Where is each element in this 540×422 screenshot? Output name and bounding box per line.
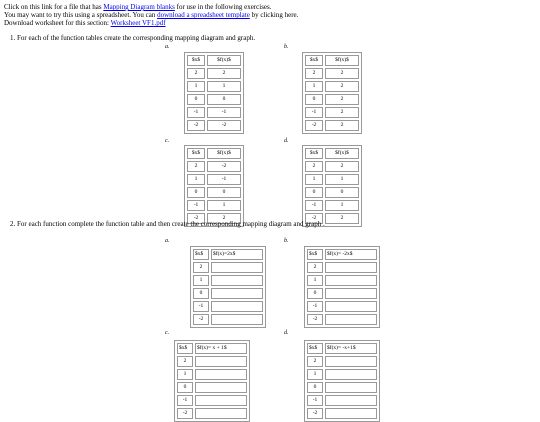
answer-cell[interactable]	[325, 262, 377, 273]
cell-x: -2	[187, 213, 205, 224]
question-1-text: 1. For each of the function tables create the corresponding mapping diagram and graph.	[10, 34, 256, 42]
function-table-2a	[190, 246, 266, 328]
cell-x: -2	[305, 213, 323, 224]
function-table-2d	[304, 340, 380, 422]
header-fx: $f(x)= -x+1$	[325, 343, 377, 354]
cell-fx: 0	[207, 187, 241, 198]
label-2d: d.	[284, 330, 289, 336]
label-2b: b.	[284, 238, 289, 244]
intro-text: for use in the following exercises.	[174, 3, 272, 11]
cell-fx: 2	[207, 213, 241, 224]
cell-fx: 2	[207, 68, 241, 79]
function-table-2c	[174, 340, 250, 422]
intro-line-3	[4, 19, 166, 27]
cell-x: -1	[187, 200, 205, 211]
cell-x: 2	[177, 356, 193, 367]
cell-x: -1	[193, 301, 209, 312]
cell-x: 1	[177, 369, 193, 380]
intro-text: You may want to try this using a spreadsheet. You can	[4, 11, 158, 19]
cell-x: 1	[187, 174, 205, 185]
answer-cell[interactable]	[211, 275, 263, 286]
cell-fx: 2	[325, 107, 359, 118]
cell-x: 1	[307, 275, 323, 286]
cell-x: 1	[193, 275, 209, 286]
cell-x: 2	[305, 68, 323, 79]
header-x: $x$	[187, 55, 205, 66]
answer-cell[interactable]	[211, 301, 263, 312]
function-table-1c	[184, 145, 244, 227]
header-x: $x$	[193, 249, 209, 260]
answer-cell[interactable]	[211, 288, 263, 299]
cell-fx: 1	[325, 200, 359, 211]
cell-fx: 2	[325, 213, 359, 224]
header-x: $x$	[305, 55, 323, 66]
cell-x: 1	[305, 174, 323, 185]
intro-line-2	[4, 11, 298, 19]
cell-x: 0	[187, 94, 205, 105]
cell-x: -2	[177, 408, 193, 419]
cell-x: -2	[307, 314, 323, 325]
cell-x: -1	[307, 395, 323, 406]
answer-cell[interactable]	[195, 356, 247, 367]
cell-x: 0	[187, 187, 205, 198]
cell-x: 2	[307, 262, 323, 273]
cell-x: 0	[307, 382, 323, 393]
answer-cell[interactable]	[195, 369, 247, 380]
answer-cell[interactable]	[211, 262, 263, 273]
header-x: $x$	[187, 148, 205, 159]
cell-x: -2	[193, 314, 209, 325]
cell-x: -1	[187, 107, 205, 118]
header-x: $x$	[177, 343, 193, 354]
header-fx: $f(x)=2x$	[211, 249, 263, 260]
cell-x: 0	[193, 288, 209, 299]
cell-fx: 2	[325, 94, 359, 105]
answer-cell[interactable]	[195, 395, 247, 406]
answer-cell[interactable]	[325, 314, 377, 325]
cell-fx: -2	[207, 120, 241, 131]
intro-line-1	[4, 3, 272, 11]
function-table-2b	[304, 246, 380, 328]
cell-x: 0	[305, 187, 323, 198]
cell-x: 2	[193, 262, 209, 273]
cell-fx: -1	[207, 107, 241, 118]
cell-x: 2	[305, 161, 323, 172]
answer-cell[interactable]	[325, 275, 377, 286]
header-x: $x$	[307, 343, 323, 354]
label-2a: a.	[165, 238, 170, 244]
cell-fx: 0	[207, 94, 241, 105]
cell-x: 2	[307, 356, 323, 367]
answer-cell[interactable]	[195, 382, 247, 393]
cell-x: 2	[187, 68, 205, 79]
answer-cell[interactable]	[325, 408, 377, 419]
cell-x: -1	[305, 107, 323, 118]
label-1d: d.	[284, 138, 289, 144]
cell-fx: 1	[325, 174, 359, 185]
header-fx: $f(x)$	[207, 148, 241, 159]
cell-fx: 2	[325, 81, 359, 92]
answer-cell[interactable]	[325, 369, 377, 380]
function-table-1b	[302, 52, 362, 134]
cell-fx: 1	[207, 200, 241, 211]
cell-fx: 2	[325, 161, 359, 172]
header-fx: $f(x)= x + 1$	[195, 343, 247, 354]
function-table-1a	[184, 52, 244, 134]
cell-x: 0	[305, 94, 323, 105]
label-1b: b.	[284, 44, 289, 50]
label-1c: c.	[165, 138, 170, 144]
cell-x: -1	[177, 395, 193, 406]
header-fx: $f(x)$	[325, 148, 359, 159]
answer-cell[interactable]	[325, 356, 377, 367]
worksheet-link[interactable]: Worksheet VF1.pdf	[110, 19, 166, 27]
cell-fx: 2	[325, 68, 359, 79]
intro-text: Download worksheet for this section:	[4, 19, 111, 27]
label-1a: a.	[165, 44, 170, 50]
answer-cell[interactable]	[325, 301, 377, 312]
answer-cell[interactable]	[325, 382, 377, 393]
intro-text: by clicking here.	[249, 11, 299, 19]
cell-fx: -1	[207, 174, 241, 185]
header-x: $x$	[307, 249, 323, 260]
header-x: $x$	[305, 148, 323, 159]
header-fx: $f(x)$	[325, 55, 359, 66]
answer-cell[interactable]	[325, 395, 377, 406]
cell-x: -2	[305, 120, 323, 131]
header-fx: $f(x)$	[207, 55, 241, 66]
function-table-1d	[302, 145, 362, 227]
label-2c: c.	[165, 330, 170, 336]
cell-x: -1	[305, 200, 323, 211]
mapping-diagram-link[interactable]: Mapping Diagram blanks	[103, 3, 175, 11]
cell-x: -2	[187, 120, 205, 131]
cell-fx: 0	[325, 187, 359, 198]
header-fx: $f(x)= -2x$	[325, 249, 377, 260]
cell-x: 2	[187, 161, 205, 172]
cell-x: -1	[307, 301, 323, 312]
spreadsheet-template-link[interactable]: download a spreadsheet template	[157, 11, 250, 19]
answer-cell[interactable]	[195, 408, 247, 419]
cell-x: -2	[307, 408, 323, 419]
cell-fx: 1	[207, 81, 241, 92]
answer-cell[interactable]	[211, 314, 263, 325]
answer-cell[interactable]	[325, 288, 377, 299]
question-2-text: 2. For each function complete the function table and then create the corresponding mapping diagram and graph .	[10, 220, 325, 228]
cell-fx: -2	[207, 161, 241, 172]
cell-x: 1	[307, 369, 323, 380]
cell-x: 1	[305, 81, 323, 92]
cell-x: 1	[187, 81, 205, 92]
cell-x: 0	[177, 382, 193, 393]
cell-x: 0	[307, 288, 323, 299]
intro-text: Click on this link for a file that has	[4, 3, 104, 11]
cell-fx: 2	[325, 120, 359, 131]
